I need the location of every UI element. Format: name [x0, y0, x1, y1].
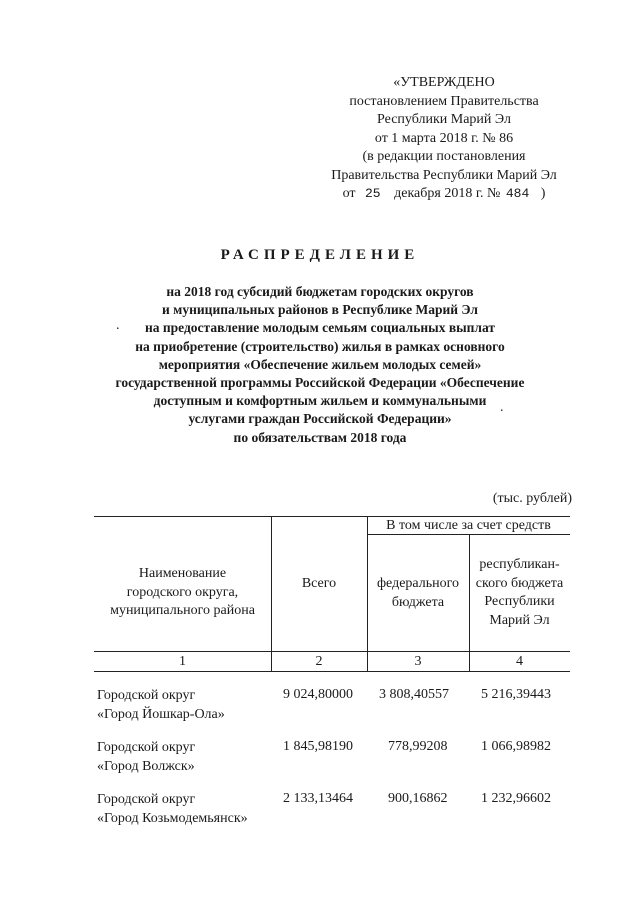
approval-day: 25: [365, 186, 381, 201]
approval-date-prefix: от: [342, 186, 356, 201]
subtitle-line: на приобретение (строительство) жилья в рамках основного: [135, 338, 505, 354]
row-federal: 778,99208: [388, 739, 448, 754]
approval-line: Правительства Республики Марий Эл: [331, 167, 557, 183]
column-number: 1: [179, 654, 186, 669]
column-number: 4: [516, 654, 523, 669]
table-row-name: [97, 739, 195, 776]
header-group: В том числе за счет средств: [386, 518, 551, 533]
row-total: 1 845,98190: [283, 739, 353, 754]
subtitle-line: по обязательствам 2018 года: [233, 429, 407, 445]
column-number: 3: [414, 654, 422, 669]
row-federal: 3 808,40557: [379, 687, 449, 702]
row-republic: 1 232,96602: [481, 791, 551, 806]
header-federal-line: федерального: [376, 576, 460, 591]
column-divider: [271, 516, 272, 671]
header-name: [94, 565, 271, 621]
row-name-line: Городской округ: [97, 688, 196, 703]
row-name-line: «Город Волжск»: [97, 758, 195, 774]
approval-line: постановлением Правительства: [349, 93, 539, 109]
row-total: 2 133,13464: [283, 791, 353, 806]
header-bottom-border: [94, 651, 570, 652]
header-federal-line: бюджета: [391, 594, 445, 610]
document-title: РАСПРЕДЕЛЕНИЕ: [220, 247, 420, 263]
row-federal: 900,16862: [388, 791, 448, 806]
header-name-line: муниципального района: [110, 603, 255, 618]
header-republic-line: республикан-: [479, 557, 560, 572]
row-name-line: Городской округ: [97, 740, 196, 755]
approval-line: Республики Марий Эл: [377, 112, 511, 127]
subtitle-line: государственной программы Российской Федерации «Обеспечение: [115, 375, 525, 391]
approval-date-line: [322, 185, 566, 204]
header-republic-line: Марий Эл: [489, 612, 550, 628]
row-name-line: «Город Козьмодемьянск»: [97, 810, 248, 826]
scan-dot: .: [500, 400, 504, 415]
table-row-name: [97, 687, 225, 724]
approval-number: 484: [505, 186, 530, 201]
header-republic-line: Республики: [484, 594, 555, 609]
subtitle-line: на предоставление молодым семьям социальных выплат: [144, 320, 496, 336]
header-name-line: городского округа,: [126, 584, 239, 600]
document-subtitle: [70, 283, 570, 447]
approval-date-middle: декабря 2018 г. №: [394, 186, 501, 201]
approval-close-paren: ): [540, 186, 546, 201]
subtitle-line: и муниципальных районов в Республике Марий Эл: [162, 302, 478, 318]
header-republic-line: ского бюджета: [475, 575, 564, 591]
column-number: 2: [315, 654, 323, 669]
subtitle-line: доступным и комфортным жильем и коммунальными: [153, 393, 487, 409]
scan-dot: .: [116, 318, 120, 333]
row-name-line: Городской округ: [97, 792, 196, 807]
header-republic: [469, 556, 570, 630]
approval-line: (в редакции постановления: [362, 149, 526, 164]
row-republic: 1 066,98982: [481, 739, 551, 754]
header-name-line: Наименование: [138, 566, 227, 581]
row-republic: 5 216,39443: [481, 687, 551, 702]
row-name-line: «Город Йошкар-Ола»: [97, 706, 225, 722]
approval-line: от 1 марта 2018 г. № 86: [374, 130, 514, 146]
subtitle-line: услугами граждан Российской Федерации»: [188, 411, 452, 427]
header-total: Всего: [301, 576, 337, 591]
approval-block: [322, 74, 566, 204]
approval-line: «УТВЕРЖДЕНО: [393, 75, 495, 90]
units-label: (тыс. рублей): [492, 491, 572, 506]
row-total: 9 024,80000: [283, 687, 353, 702]
subtitle-line: мероприятия «Обеспечение жильем молодых семей»: [158, 356, 482, 372]
subtitle-line: на 2018 год субсидий бюджетам городских округов: [166, 284, 474, 299]
header-federal: [367, 575, 469, 612]
table-row-name: [97, 791, 248, 828]
